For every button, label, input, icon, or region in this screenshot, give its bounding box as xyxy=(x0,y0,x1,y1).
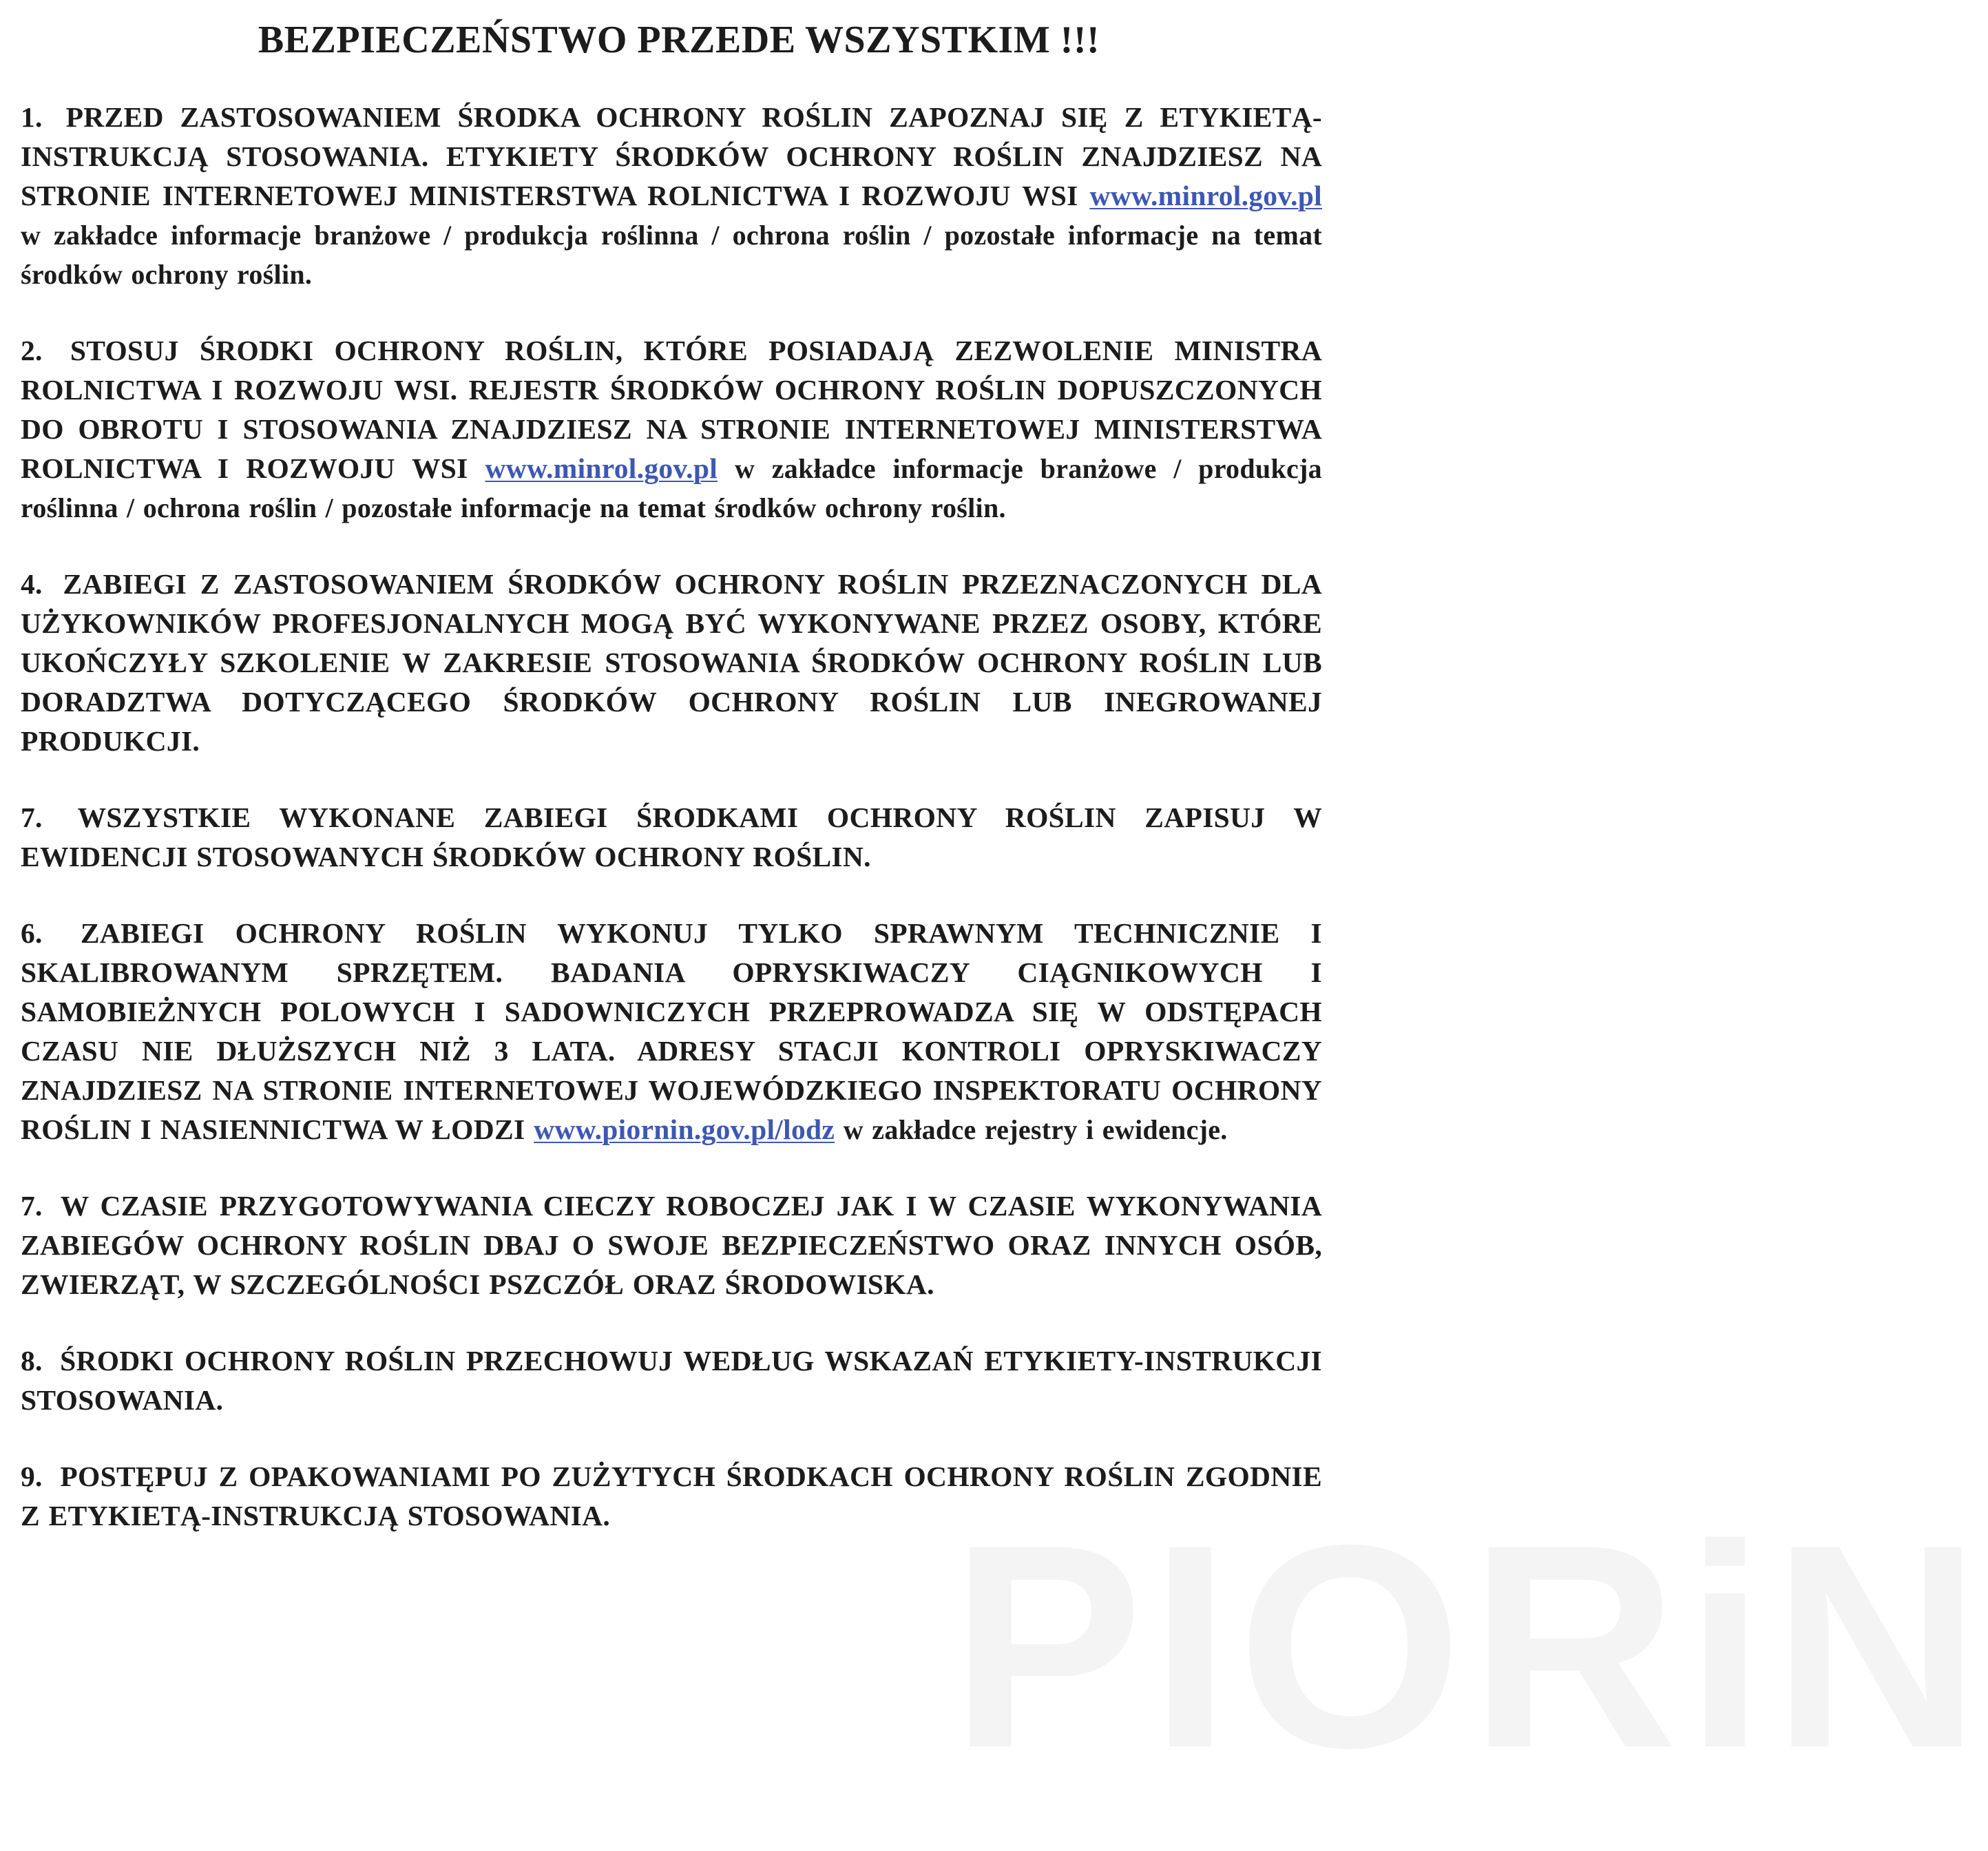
website-link[interactable]: www.minrol.gov.pl xyxy=(485,452,718,484)
paragraph xyxy=(21,565,1322,761)
item-text: STOSUJ ŚRODKI OCHRONY ROŚLIN, KTÓRE POSIADAJĄ ZEZWOLENIE MINISTRA ROLNICTWA I ROZWOJU WSI. REJESTR ŚRODKÓW OCHRONY ROŚLIN DOPUSZCZONYCH DO OBROTU I STOSOWANIA ZNAJDZIESZ NA STRONIE INTERNETOWEJ MINISTERSTWA ROLNICTWA I ROZWOJU WSI xyxy=(21,335,1322,484)
paragraph xyxy=(21,1341,1322,1420)
item-text: ZABIEGI Z ZASTOSOWANIEM ŚRODKÓW OCHRONY ROŚLIN PRZEZNACZONYCH DLA UŻYKOWNIKÓW PROFESJONALNYCH MOGĄ BYĆ WYKONYWANE PRZEZ OSOBY, KTÓRE UKOŃCZYŁY SZKOLENIE W ZAKRESIE STOSOWANIA ŚRODKÓW OCHRONY ROŚLIN LUB DORADZTWA DOTYCZĄCEGO ŚRODKÓW OCHRONY ROŚLIN LUB INEGROWANEJ PRODUKCJI. xyxy=(21,568,1322,757)
paragraph xyxy=(21,1457,1322,1536)
watermark: PIORiN xyxy=(950,1485,1988,1808)
list-item-7a xyxy=(21,798,1322,877)
item-text: PRZED ZASTOSOWANIEM ŚRODKA OCHRONY ROŚLIN ZAPOZNAJ SIĘ Z ETYKIETĄ-INSTRUKCJĄ STOSOWANIA. ETYKIETY ŚRODKÓW OCHRONY ROŚLIN ZNAJDZIESZ NA STRONIE INTERNETOWEJ MINISTERSTWA ROLNICTWA I ROZWOJU WSI xyxy=(21,101,1322,211)
page-title: BEZPIECZEŃSTWO PRZEDE WSZYSTKIM !!! xyxy=(258,19,1100,61)
item-text: W CZASIE PRZYGOTOWYWANIA CIECZY ROBOCZEJ JAK I W CZASIE WYKONYWANIA ZABIEGÓW OCHRONY ROŚLIN DBAJ O SWOJE BEZPIECZEŃSTWO ORAZ INNYCH OSÓB, ZWIERZĄT, W SZCZEGÓLNOŚCI PSZCZÓŁ ORAZ ŚRODOWISKA. xyxy=(21,1190,1322,1300)
paragraph xyxy=(21,914,1322,1149)
paragraph xyxy=(21,331,1322,527)
item-number: 9. xyxy=(21,1461,43,1492)
item-text-continued: w zakładce informacje branżowe / produkcja roślinna / ochrona roślin / pozostałe informacje na temat środków ochrony roślin. xyxy=(21,220,1322,290)
item-text: ZABIEGI OCHRONY ROŚLIN WYKONUJ TYLKO SPRAWNYM TECHNICZNIE I SKALIBROWANYM SPRZĘTEM. BADANIA OPRYSKIWACZY CIĄGNIKOWYCH I SAMOBIEŻNYCH POLOWYCH I SADOWNICZYCH PRZEPROWADZA SIĘ W ODSTĘPACH CZASU NIE DŁUŻSZYCH NIŻ 3 LATA. ADRESY STACJI KONTROLI OPRYSKIWACZY ZNAJDZIESZ NA STRONIE INTERNETOWEJ WOJEWÓDZKIEGO INSPEKTORATU OCHRONY ROŚLIN I NASIENNICTWA W ŁODZI xyxy=(21,917,1322,1145)
item-number: 6. xyxy=(21,917,43,949)
list-item-8 xyxy=(21,1341,1322,1420)
list-item-1 xyxy=(21,98,1322,294)
item-text: POSTĘPUJ Z OPAKOWANIAMI PO ZUŻYTYCH ŚRODKACH OCHRONY ROŚLIN ZGODNIE Z ETYKIETĄ-INSTRUKCJĄ STOSOWANIA. xyxy=(21,1461,1322,1531)
list-item-2 xyxy=(21,331,1322,527)
website-link[interactable]: www.piornin.gov.pl/lodz xyxy=(534,1113,835,1145)
item-number: 8. xyxy=(21,1345,43,1377)
item-number: 2. xyxy=(21,335,43,366)
list-item-7b xyxy=(21,1186,1322,1304)
paragraph xyxy=(21,798,1322,877)
paragraph xyxy=(21,98,1322,294)
item-number: 7. xyxy=(21,1190,43,1222)
list-item-6 xyxy=(21,914,1322,1149)
item-text-continued: w zakładce informacje branżowe / produkcja roślinna / ochrona roślin / pozostałe informacje na temat środków ochrony roślin. xyxy=(21,453,1322,523)
item-text: ŚRODKI OCHRONY ROŚLIN PRZECHOWUJ WEDŁUG WSKAZAŃ ETYKIETY-INSTRUKCJI STOSOWANIA. xyxy=(21,1345,1322,1416)
item-number: 7. xyxy=(21,802,43,833)
item-number: 1. xyxy=(21,101,43,133)
paragraph xyxy=(21,1186,1322,1304)
item-text-continued: w zakładce rejestry i ewidencje. xyxy=(843,1114,1228,1145)
website-link[interactable]: www.minrol.gov.pl xyxy=(1089,180,1322,211)
document-body xyxy=(21,98,1322,1573)
item-number: 4. xyxy=(21,568,43,600)
list-item-9 xyxy=(21,1457,1322,1536)
list-item-4 xyxy=(21,565,1322,761)
item-text: WSZYSTKIE WYKONANE ZABIEGI ŚRODKAMI OCHRONY ROŚLIN ZAPISUJ W EWIDENCJI STOSOWANYCH ŚRODKÓW OCHRONY ROŚLIN. xyxy=(21,802,1322,872)
